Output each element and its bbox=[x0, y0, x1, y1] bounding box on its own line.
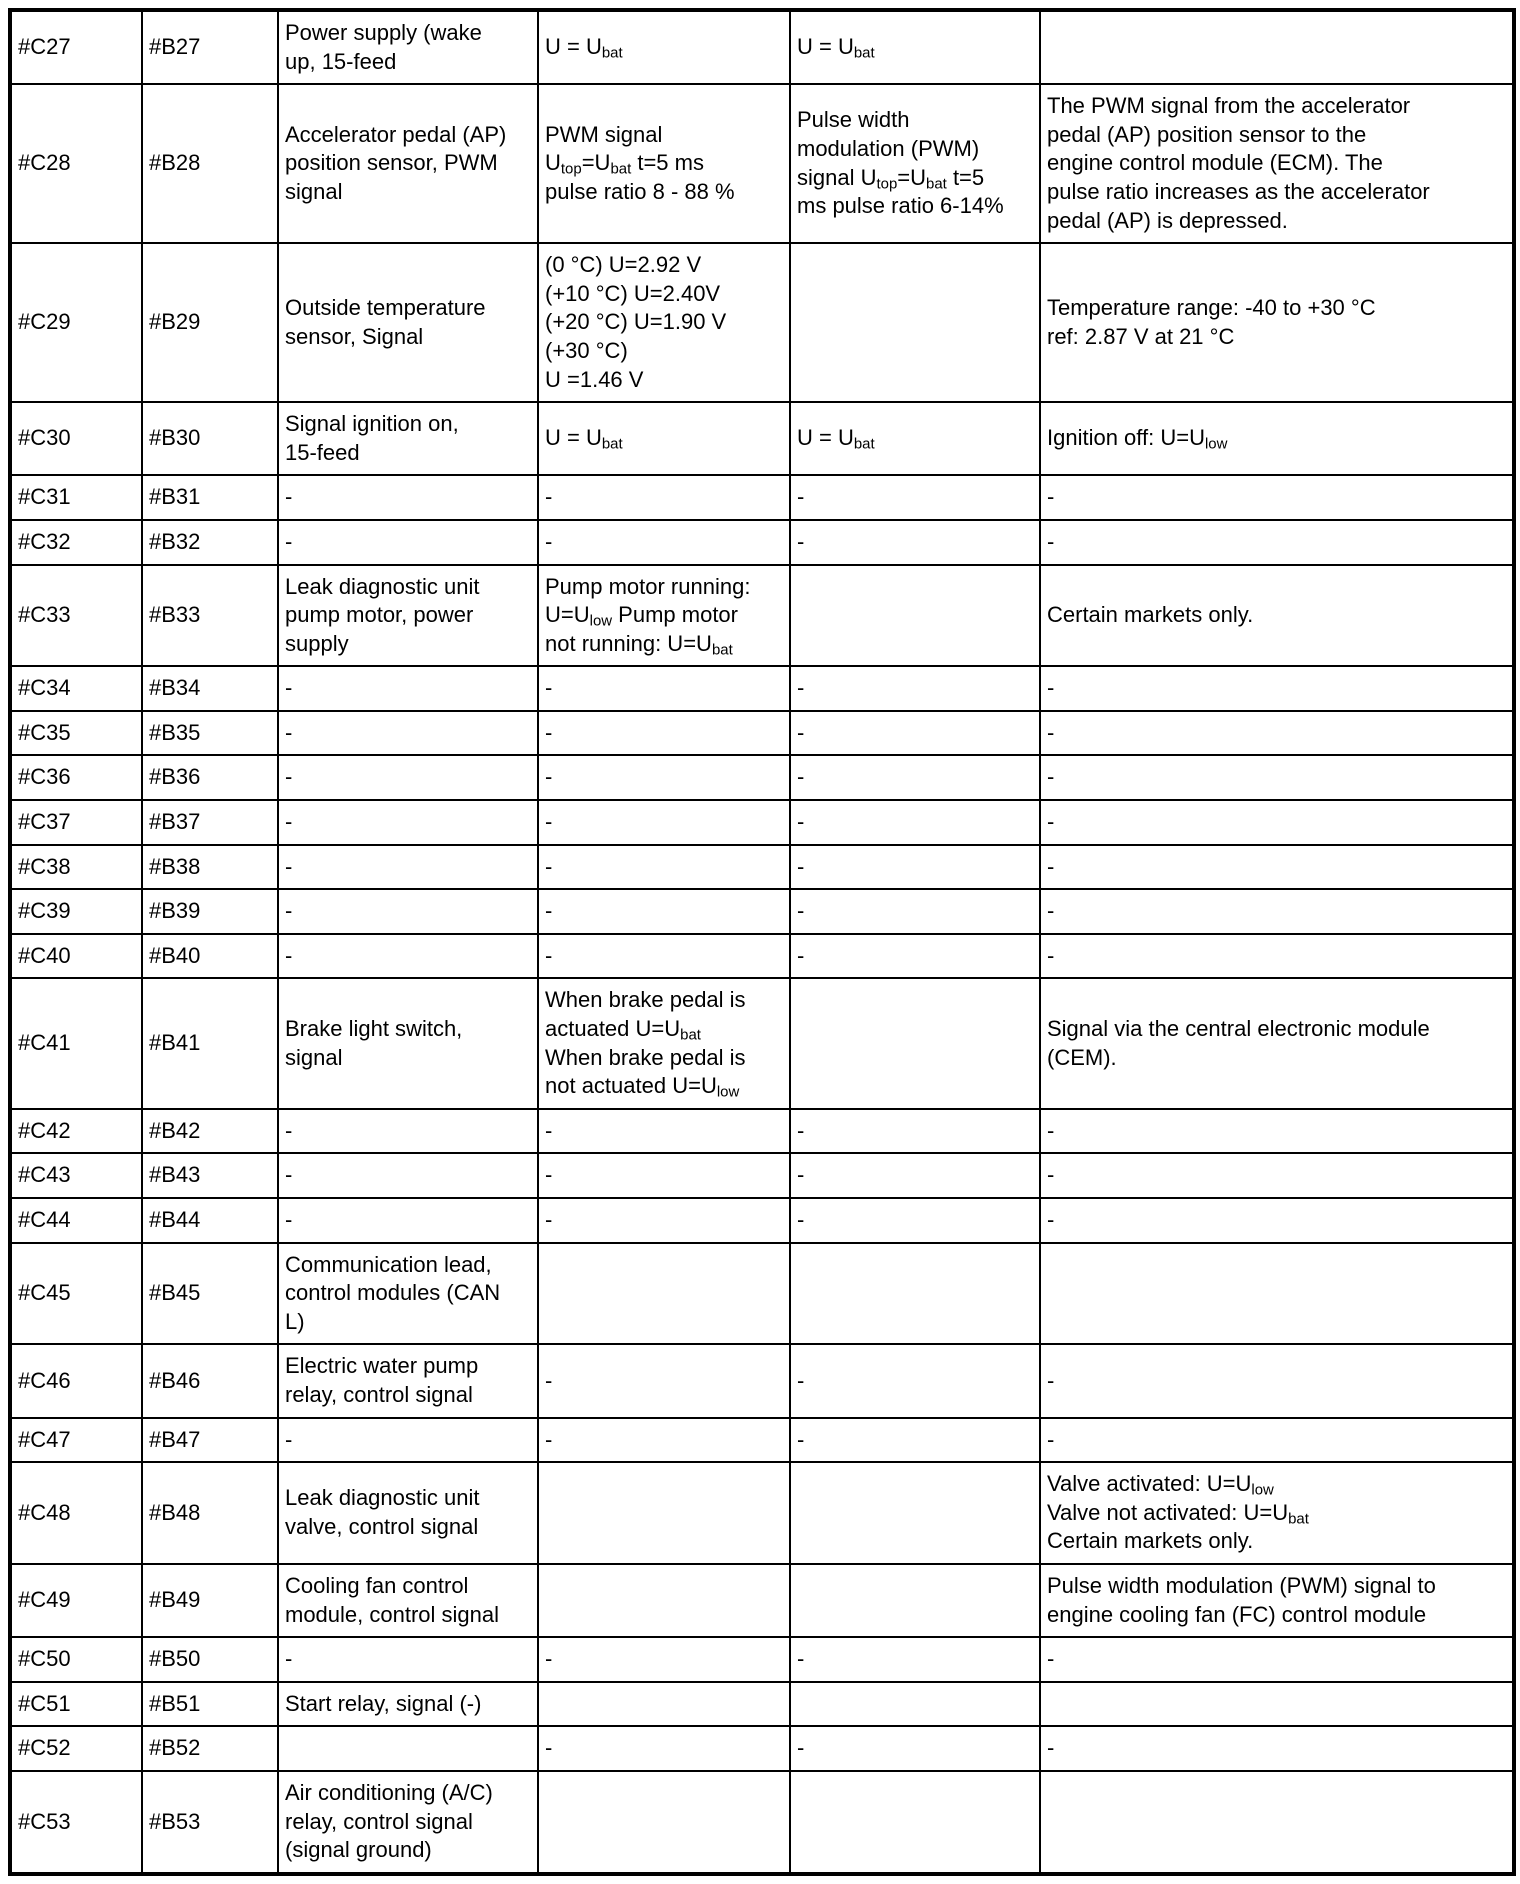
signal-value-cell-1: - bbox=[538, 800, 790, 845]
signal-value-cell-2: - bbox=[790, 1637, 1040, 1682]
note-cell: - bbox=[1040, 1418, 1514, 1463]
signal-value-cell-2: - bbox=[790, 711, 1040, 756]
box-pin-cell: #B51 bbox=[142, 1682, 278, 1727]
signal-value-cell-2: - bbox=[790, 1109, 1040, 1154]
signal-value-cell-2: - bbox=[790, 845, 1040, 890]
signal-value-cell-1: - bbox=[538, 1198, 790, 1243]
note-cell: Certain markets only. bbox=[1040, 565, 1514, 667]
connector-pin-cell: #C38 bbox=[10, 845, 142, 890]
table-row bbox=[10, 934, 1514, 979]
table-row bbox=[10, 889, 1514, 934]
box-pin-cell: #B45 bbox=[142, 1243, 278, 1345]
note-cell: - bbox=[1040, 1344, 1514, 1417]
description-cell bbox=[278, 1726, 538, 1771]
table-row bbox=[10, 402, 1514, 475]
signal-value-cell-1: - bbox=[538, 1109, 790, 1154]
note-cell: - bbox=[1040, 666, 1514, 711]
table-row bbox=[10, 1771, 1514, 1874]
box-pin-cell: #B29 bbox=[142, 243, 278, 402]
box-pin-cell: #B32 bbox=[142, 520, 278, 565]
table-row bbox=[10, 1344, 1514, 1417]
connector-pin-cell: #C42 bbox=[10, 1109, 142, 1154]
signal-value-cell-1: - bbox=[538, 1153, 790, 1198]
signal-value-cell-1 bbox=[538, 1243, 790, 1345]
signal-value-cell-2 bbox=[790, 1682, 1040, 1727]
note-cell: - bbox=[1040, 1726, 1514, 1771]
connector-pin-cell: #C45 bbox=[10, 1243, 142, 1345]
description-cell: Accelerator pedal (AP) position sensor, PWM signal bbox=[278, 84, 538, 243]
signal-value-cell-1: - bbox=[538, 1726, 790, 1771]
description-cell: - bbox=[278, 755, 538, 800]
description-cell: Air conditioning (A/C) relay, control signal (signal ground) bbox=[278, 1771, 538, 1874]
signal-value-cell-2 bbox=[790, 243, 1040, 402]
signal-value-cell-2 bbox=[790, 1243, 1040, 1345]
description-cell: - bbox=[278, 934, 538, 979]
table-row bbox=[10, 520, 1514, 565]
box-pin-cell: #B38 bbox=[142, 845, 278, 890]
connector-pin-cell: #C44 bbox=[10, 1198, 142, 1243]
connector-pin-cell: #C53 bbox=[10, 1771, 142, 1874]
signal-value-cell-1 bbox=[538, 1564, 790, 1637]
table-row bbox=[10, 755, 1514, 800]
table-row bbox=[10, 1726, 1514, 1771]
connector-pin-cell: #C32 bbox=[10, 520, 142, 565]
box-pin-cell: #B49 bbox=[142, 1564, 278, 1637]
signal-value-cell-1: PWM signal $U_{top}=U_{bat}$ t=5 ms pulse ratio 8 - 88 % bbox=[538, 84, 790, 243]
box-pin-cell: #B28 bbox=[142, 84, 278, 243]
table-row bbox=[10, 666, 1514, 711]
box-pin-cell: #B43 bbox=[142, 1153, 278, 1198]
description-cell: - bbox=[278, 1637, 538, 1682]
connector-pin-cell: #C47 bbox=[10, 1418, 142, 1463]
description-cell: Leak diagnostic unit valve, control signal bbox=[278, 1462, 538, 1564]
signal-value-cell-2: - bbox=[790, 1344, 1040, 1417]
description-cell: - bbox=[278, 1153, 538, 1198]
signal-value-cell-2 bbox=[790, 1771, 1040, 1874]
table-row bbox=[10, 711, 1514, 756]
box-pin-cell: #B31 bbox=[142, 475, 278, 520]
signal-value-cell-2: - bbox=[790, 755, 1040, 800]
connector-pin-cell: #C36 bbox=[10, 755, 142, 800]
signal-value-cell-1: - bbox=[538, 755, 790, 800]
note-cell: - bbox=[1040, 889, 1514, 934]
signal-value-cell-1: - bbox=[538, 845, 790, 890]
description-cell: - bbox=[278, 845, 538, 890]
note-cell: Signal via the central electronic module (CEM). bbox=[1040, 978, 1514, 1108]
box-pin-cell: #B36 bbox=[142, 755, 278, 800]
box-pin-cell: #B33 bbox=[142, 565, 278, 667]
note-cell bbox=[1040, 10, 1514, 84]
signal-value-cell-1 bbox=[538, 1771, 790, 1874]
box-pin-cell: #B46 bbox=[142, 1344, 278, 1417]
description-cell: Cooling fan control module, control signal bbox=[278, 1564, 538, 1637]
table-row bbox=[10, 475, 1514, 520]
connector-pin-cell: #C50 bbox=[10, 1637, 142, 1682]
signal-value-cell-1: - bbox=[538, 1344, 790, 1417]
signal-value-cell-1: - bbox=[538, 475, 790, 520]
description-cell: - bbox=[278, 1198, 538, 1243]
signal-value-cell-2 bbox=[790, 565, 1040, 667]
description-cell: Start relay, signal (-) bbox=[278, 1682, 538, 1727]
box-pin-cell: #B35 bbox=[142, 711, 278, 756]
table-row bbox=[10, 1564, 1514, 1637]
signal-value-cell-2 bbox=[790, 1462, 1040, 1564]
connector-pin-cell: #C49 bbox=[10, 1564, 142, 1637]
box-pin-cell: #B53 bbox=[142, 1771, 278, 1874]
box-pin-cell: #B48 bbox=[142, 1462, 278, 1564]
signal-value-cell-1: Pump motor running: $U=U_{low}$ Pump motor not running: $U=U_{bat}$ bbox=[538, 565, 790, 667]
note-cell bbox=[1040, 1771, 1514, 1874]
signal-value-cell-1 bbox=[538, 1682, 790, 1727]
connector-pin-cell: #C39 bbox=[10, 889, 142, 934]
table-row bbox=[10, 1462, 1514, 1564]
connector-pin-cell: #C40 bbox=[10, 934, 142, 979]
signal-value-cell-2: - bbox=[790, 1153, 1040, 1198]
note-cell bbox=[1040, 1243, 1514, 1345]
signal-value-cell-2 bbox=[790, 1564, 1040, 1637]
description-cell: - bbox=[278, 711, 538, 756]
description-cell: - bbox=[278, 1109, 538, 1154]
signal-value-cell-1: $U = U_{bat}$ bbox=[538, 402, 790, 475]
table-row bbox=[10, 84, 1514, 243]
connector-pin-cell: #C52 bbox=[10, 1726, 142, 1771]
box-pin-cell: #B47 bbox=[142, 1418, 278, 1463]
table-row bbox=[10, 1682, 1514, 1727]
signal-value-cell-2: - bbox=[790, 934, 1040, 979]
description-cell: Signal ignition on, 15-feed bbox=[278, 402, 538, 475]
connector-pin-cell: #C34 bbox=[10, 666, 142, 711]
signal-value-cell-2: - bbox=[790, 666, 1040, 711]
signal-value-cell-1: - bbox=[538, 934, 790, 979]
box-pin-cell: #B39 bbox=[142, 889, 278, 934]
signal-value-cell-1 bbox=[538, 1462, 790, 1564]
connector-pin-cell: #C30 bbox=[10, 402, 142, 475]
signal-value-cell-2: $U = U_{bat}$ bbox=[790, 402, 1040, 475]
signal-value-cell-1: - bbox=[538, 1637, 790, 1682]
signal-value-cell-2: $U = U_{bat}$ bbox=[790, 10, 1040, 84]
description-cell: Electric water pump relay, control signal bbox=[278, 1344, 538, 1417]
table-row bbox=[10, 243, 1514, 402]
box-pin-cell: #B34 bbox=[142, 666, 278, 711]
description-cell: Power supply (wake up, 15-feed bbox=[278, 10, 538, 84]
signal-value-cell-2: Pulse width modulation (PWM) signal $U_{top}=U_{bat}$ t=5 ms pulse ratio 6-14% bbox=[790, 84, 1040, 243]
connector-pin-cell: #C37 bbox=[10, 800, 142, 845]
description-cell: Leak diagnostic unit pump motor, power supply bbox=[278, 565, 538, 667]
box-pin-cell: #B41 bbox=[142, 978, 278, 1108]
note-cell: Temperature range: -40 to +30 °C ref: 2.87 V at 21 °C bbox=[1040, 243, 1514, 402]
description-cell: - bbox=[278, 666, 538, 711]
table-row bbox=[10, 1418, 1514, 1463]
table-row bbox=[10, 1243, 1514, 1345]
connector-pin-cell: #C43 bbox=[10, 1153, 142, 1198]
table-row bbox=[10, 978, 1514, 1108]
signal-value-cell-1: - bbox=[538, 666, 790, 711]
connector-pin-cell: #C35 bbox=[10, 711, 142, 756]
table-row bbox=[10, 800, 1514, 845]
note-cell: The PWM signal from the accelerator pedal (AP) position sensor to the engine control module (ECM). The pulse ratio increases as the accelerator pedal (AP) is depressed. bbox=[1040, 84, 1514, 243]
signal-value-cell-2: - bbox=[790, 1418, 1040, 1463]
box-pin-cell: #B37 bbox=[142, 800, 278, 845]
note-cell: Valve activated: $U=U_{low}$ Valve not activated: $U=U_{bat}$ Certain markets only. bbox=[1040, 1462, 1514, 1564]
table-row bbox=[10, 10, 1514, 84]
note-cell: - bbox=[1040, 520, 1514, 565]
signal-value-cell-2: - bbox=[790, 889, 1040, 934]
signal-value-cell-1: $U = U_{bat}$ bbox=[538, 10, 790, 84]
box-pin-cell: #B40 bbox=[142, 934, 278, 979]
box-pin-cell: #B27 bbox=[142, 10, 278, 84]
note-cell: - bbox=[1040, 755, 1514, 800]
table-row bbox=[10, 845, 1514, 890]
connector-pin-cell: #C27 bbox=[10, 10, 142, 84]
box-pin-cell: #B44 bbox=[142, 1198, 278, 1243]
note-cell: - bbox=[1040, 845, 1514, 890]
description-cell: - bbox=[278, 1418, 538, 1463]
signal-value-cell-1: (0 °C) U=2.92 V (+10 °C) U=2.40V (+20 °C) U=1.90 V (+30 °C) U =1.46 V bbox=[538, 243, 790, 402]
signal-value-cell-1: - bbox=[538, 520, 790, 565]
note-cell: - bbox=[1040, 475, 1514, 520]
note-cell: - bbox=[1040, 1198, 1514, 1243]
signal-value-cell-2: - bbox=[790, 475, 1040, 520]
description-cell: Outside temperature sensor, Signal bbox=[278, 243, 538, 402]
description-cell: Communication lead, control modules (CAN L) bbox=[278, 1243, 538, 1345]
connector-pin-cell: #C33 bbox=[10, 565, 142, 667]
signal-value-cell-1: - bbox=[538, 711, 790, 756]
connector-pin-cell: #C48 bbox=[10, 1462, 142, 1564]
description-cell: - bbox=[278, 800, 538, 845]
box-pin-cell: #B50 bbox=[142, 1637, 278, 1682]
table-row bbox=[10, 1153, 1514, 1198]
signal-value-cell-2 bbox=[790, 978, 1040, 1108]
description-cell: - bbox=[278, 520, 538, 565]
signal-value-cell-2: - bbox=[790, 1726, 1040, 1771]
table-row bbox=[10, 1109, 1514, 1154]
connector-pin-cell: #C28 bbox=[10, 84, 142, 243]
signal-value-cell-2: - bbox=[790, 800, 1040, 845]
signal-value-cell-2: - bbox=[790, 1198, 1040, 1243]
box-pin-cell: #B30 bbox=[142, 402, 278, 475]
pin-signal-table bbox=[8, 8, 1516, 1876]
box-pin-cell: #B42 bbox=[142, 1109, 278, 1154]
connector-pin-cell: #C29 bbox=[10, 243, 142, 402]
connector-pin-cell: #C41 bbox=[10, 978, 142, 1108]
table-row bbox=[10, 1198, 1514, 1243]
table-row bbox=[10, 565, 1514, 667]
signal-value-cell-1: - bbox=[538, 889, 790, 934]
signal-value-cell-1: When brake pedal is actuated $U=U_{bat}$ When brake pedal is not actuated $U=U_{low}$ bbox=[538, 978, 790, 1108]
connector-pin-cell: #C51 bbox=[10, 1682, 142, 1727]
signal-value-cell-2: - bbox=[790, 520, 1040, 565]
note-cell: - bbox=[1040, 1109, 1514, 1154]
note-cell: Pulse width modulation (PWM) signal to engine cooling fan (FC) control module bbox=[1040, 1564, 1514, 1637]
note-cell: - bbox=[1040, 800, 1514, 845]
note-cell: Ignition off: $U=U_{low}$ bbox=[1040, 402, 1514, 475]
description-cell: - bbox=[278, 475, 538, 520]
table-body bbox=[10, 10, 1514, 1874]
connector-pin-cell: #C46 bbox=[10, 1344, 142, 1417]
note-cell: - bbox=[1040, 934, 1514, 979]
signal-value-cell-1: - bbox=[538, 1418, 790, 1463]
connector-pin-cell: #C31 bbox=[10, 475, 142, 520]
note-cell: - bbox=[1040, 711, 1514, 756]
table-row bbox=[10, 1637, 1514, 1682]
description-cell: - bbox=[278, 889, 538, 934]
note-cell: - bbox=[1040, 1153, 1514, 1198]
note-cell bbox=[1040, 1682, 1514, 1727]
description-cell: Brake light switch, signal bbox=[278, 978, 538, 1108]
note-cell: - bbox=[1040, 1637, 1514, 1682]
box-pin-cell: #B52 bbox=[142, 1726, 278, 1771]
